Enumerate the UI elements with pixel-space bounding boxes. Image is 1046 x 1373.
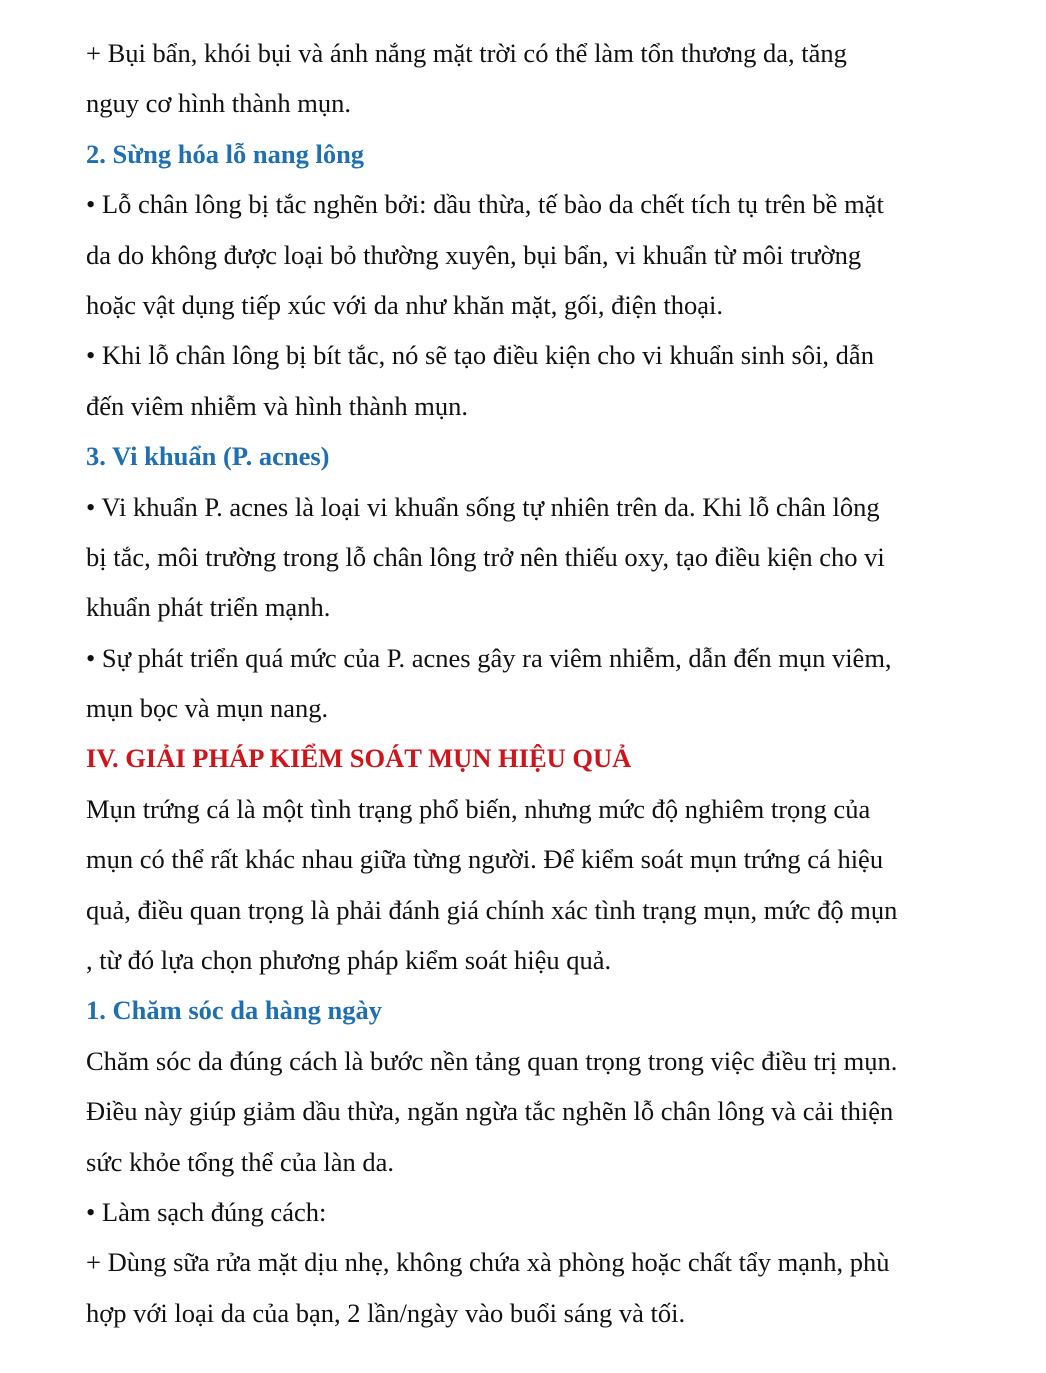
body-line: sức khỏe tổng thể của làn da. [86,1146,394,1177]
section-heading: 2. Sừng hóa lỗ nang lông [86,138,365,169]
body-line: • Lỗ chân lông bị tắc nghẽn bởi: dầu thừa, tế bào da chết tích tụ trên bề mặt [86,189,884,220]
body-line: + Bụi bẩn, khói bụi và ánh nắng mặt trời có thể làm tổn thương da, tăng [86,38,847,68]
body-line: , từ đó lựa chọn phương pháp kiểm soát hiệu quả. [86,945,612,976]
body-line: Điều này giúp giảm dầu thừa, ngăn ngừa tắc nghẽn lỗ chân lông và cải thiện [86,1096,894,1127]
body-line: mụn bọc và mụn nang. [86,693,329,724]
body-line: nguy cơ hình thành mụn. [86,88,351,119]
body-line: khuẩn phát triển mạnh. [86,592,331,623]
section-heading: 3. Vi khuẩn (P. acnes) [86,441,330,472]
body-line: Mụn trứng cá là một tình trạng phổ biến, nhưng mức độ nghiêm trọng của [86,793,871,824]
body-line: da do không được loại bỏ thường xuyên, bụi bẩn, vi khuẩn từ môi trường [86,239,862,270]
body-line: + Dùng sữa rửa mặt dịu nhẹ, không chứa xà phòng hoặc chất tẩy mạnh, phù [86,1247,890,1278]
body-line: hợp với loại da của bạn, 2 lần/ngày vào buổi sáng và tối. [86,1297,686,1328]
body-line: • Khi lỗ chân lông bị bít tắc, nó sẽ tạo điều kiện cho vi khuẩn sinh sôi, dẫn [86,340,874,371]
section-heading: 1. Chăm sóc da hàng ngày [86,995,382,1026]
body-line: • Làm sạch đúng cách: [86,1196,327,1227]
body-line: • Sự phát triển quá mức của P. acnes gây ra viêm nhiễm, dẫn đến mụn viêm, [86,642,892,673]
body-line: bị tắc, môi trường trong lỗ chân lông trở nên thiếu oxy, tạo điều kiện cho vi [86,541,885,572]
chapter-heading: IV. GIẢI PHÁP KIỂM SOÁT MỤN HIỆU QUẢ [86,743,632,774]
body-line: đến viêm nhiễm và hình thành mụn. [86,390,468,421]
body-line: Chăm sóc da đúng cách là bước nền tảng quan trọng trong việc điều trị mụn. [86,1045,898,1076]
document-page [86,28,991,1338]
body-line: • Vi khuẩn P. acnes là loại vi khuẩn sống tự nhiên trên da. Khi lỗ chân lông [86,491,880,522]
body-line: hoặc vật dụng tiếp xúc với da như khăn mặt, gối, điện thoại. [86,289,723,320]
body-line: quả, điều quan trọng là phải đánh giá chính xác tình trạng mụn, mức độ mụn [86,894,898,925]
body-line: mụn có thể rất khác nhau giữa từng người. Để kiểm soát mụn trứng cá hiệu [86,844,884,875]
